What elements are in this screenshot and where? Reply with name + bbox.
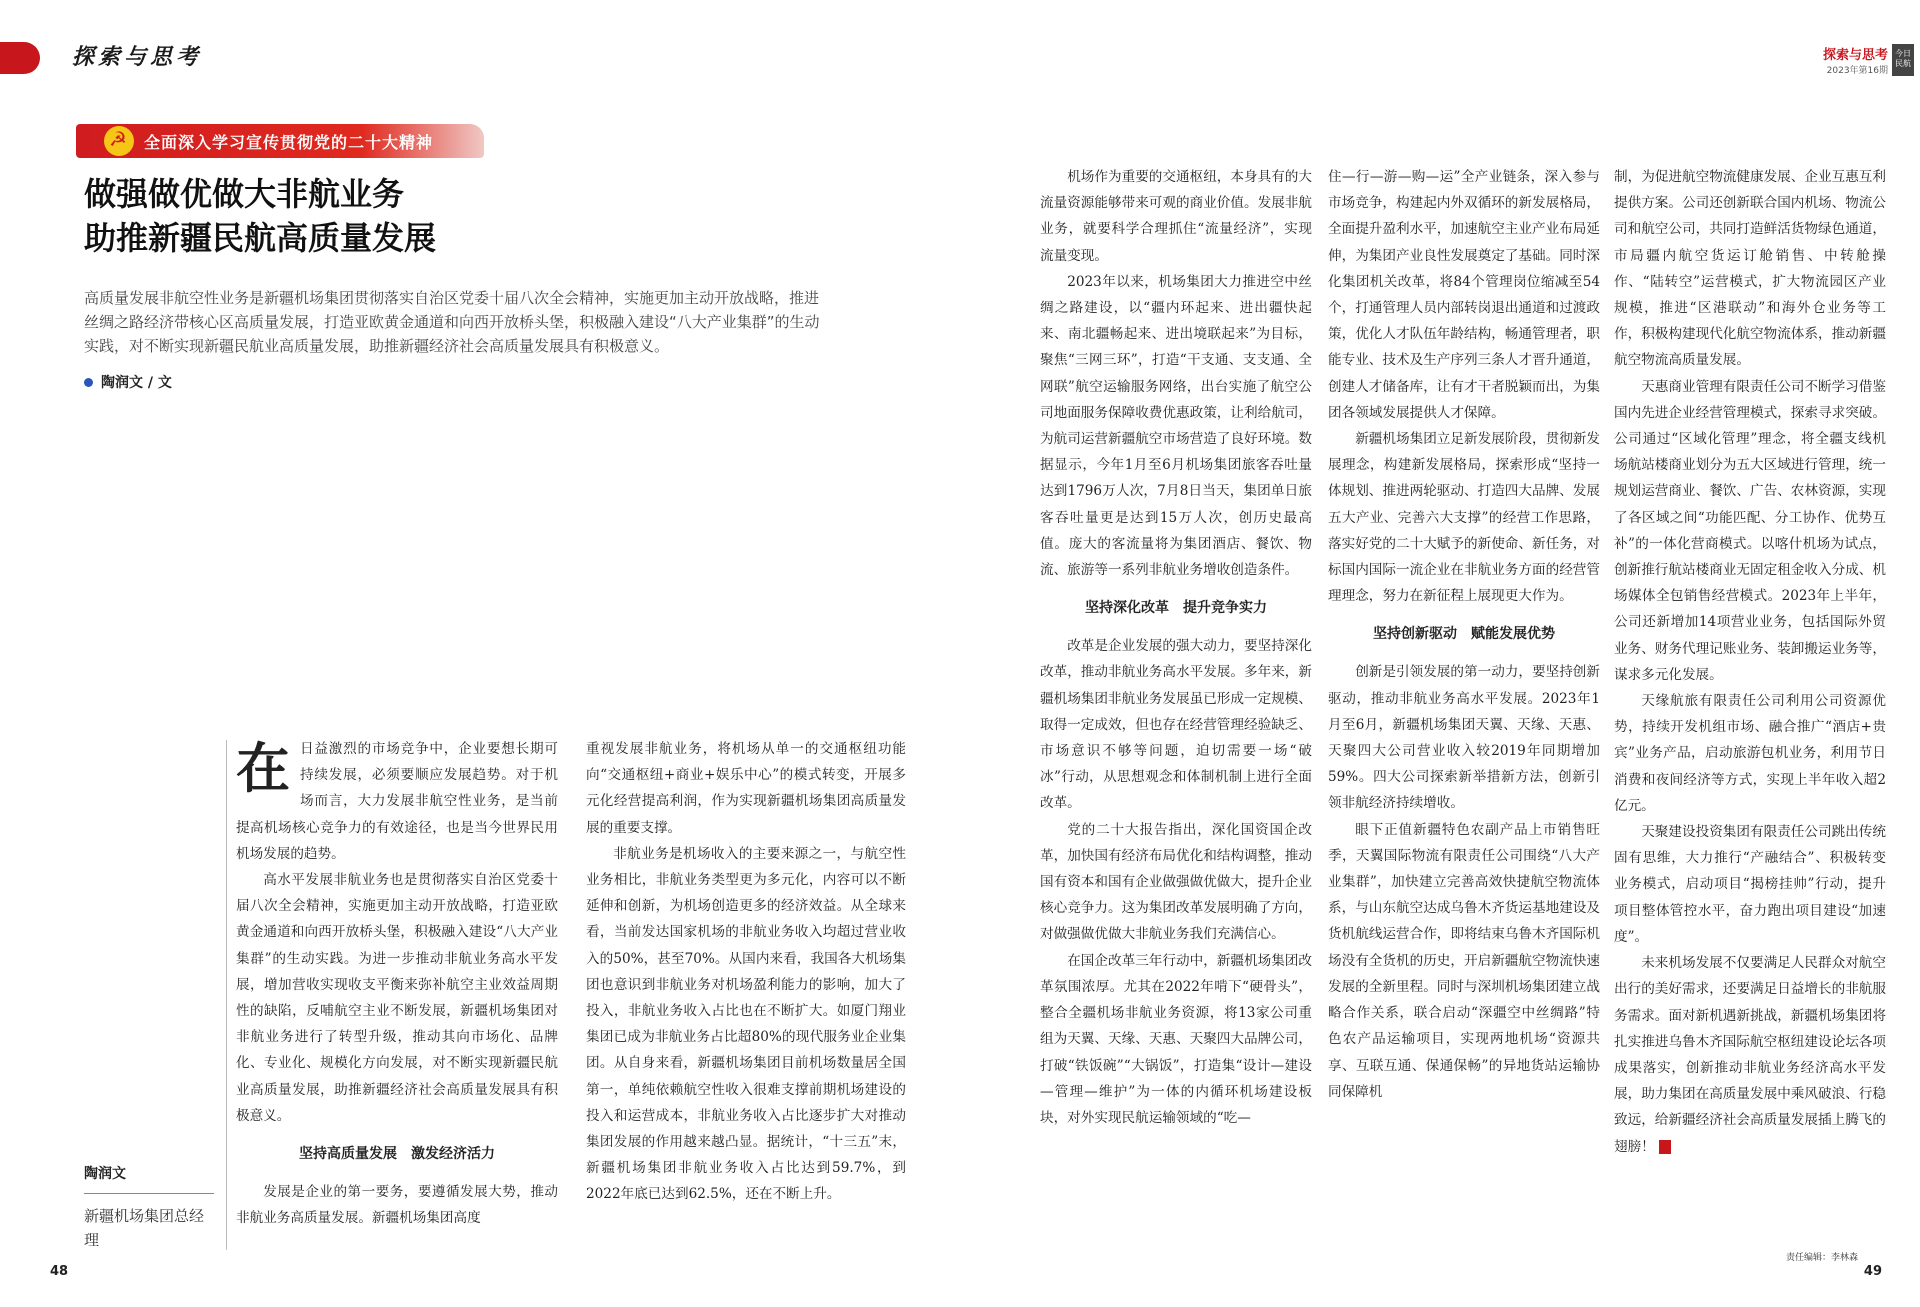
author-role: 新疆机场集团总经理 xyxy=(84,1207,205,1249)
paragraph: 眼下正值新疆特色农副产品上市销售旺季，天翼国际物流有限责任公司围绕“八大产业集群”，加快建立完善高效快捷航空物流体系，与山东航空达成乌鲁木齐货运基地建设及货机航线运营合作，即将结束乌鲁木齐国际机场没有全货机的历史，开启新疆航空物流快速发展的全新里程。同时与深圳机场集团建立战略合作关系，联合启动“深疆空中丝绸路”特色农产品运输项目，实现两地机场“资源共享、互联互通、保通保畅”的异地货站运输协同保障机 xyxy=(1328,821,1600,1100)
paragraph: 党的二十大报告指出，深化国资国企改革，加快国有经济布局优化和结构调整，推动国有资本和国有企业做强做优做大，提升企业核心竞争力。这为集团改革发展明确了方向，对做强做优做大非航业务我们充满信心。 xyxy=(1040,821,1312,943)
paragraph: 非航业务是机场收入的主要来源之一，与航空性业务相比，非航业务类型更为多元化，内容可以不断延伸和创新，为机场创造更多的经济效益。从全球来看，当前发达国家机场的非航业务收入均超过营业收入的50%，甚至70%。从国内来看，我国各大机场集团也意识到非航业务对机场盈利能力的影响，加大了投入，非航业务收入占比也在不断扩大。如厦门翔业集团已成为非航业务占比超80%的现代服务业企业集团。从自身来看，新疆机场集团目前机场数量居全国第一，单纯依赖航空性收入很难支撑前期机场建设的投入和运营成本，非航业务收入占比逐步扩大对推动集团发展的作用越来越凸显。据统计，“十三五”末，新疆机场集团非航业务收入占比达到59.7%，到2022年底已达到62.5%，还在不断上升。 xyxy=(586,845,906,1203)
paragraph: 发展是企业的第一要务，要遵循发展大势，推动非航业务高质量发展。新疆机场集团高度 xyxy=(236,1184,558,1227)
byline xyxy=(84,372,172,392)
paragraph: 在国企改革三年行动中，新疆机场集团改革氛围浓厚。尤其在2022年啃下“硬骨头”，整合全疆机场非航业务资源，将13家公司重组为天翼、天缘、天惠、天聚四大品牌公司，打破“铁饭碗”“大锅饭”，打造集“设计—建设—管理—维护”为一体的内循环机场建设板块，对外实现民航运输领域的“吃— xyxy=(1040,952,1312,1126)
paragraph: 住—行—游—购—运”全产业链条，深入参与市场竞争，构建起内外双循环的新发展格局，全面提升盈利水平，加速航空主业产业布局延伸，为集团产业良性发展奠定了基础。同时深化集团机关改革，将84个管理岗位缩减至54个，打通管理人员内部转岗退出通道和过渡政策，优化人才队伍年龄结构，畅通管理者，职能专业、技术及生产序列三条人才晋升通道，创建人才储备库，让有才干者脱颖而出，为集团各领域发展提供人才保障。 xyxy=(1328,169,1600,421)
page-number-left: 48 xyxy=(50,1264,69,1279)
paragraph: 新疆机场集团立足新发展阶段，贯彻新发展理念，构建新发展格局，探索形成“坚持一体规划、推进两轮驱动、打造四大品牌、发展五大产业、完善六大支撑”的经营工作思路，落实好党的二十大赋予的新使命、新任务，对标国内国际一流企业在非航业务方面的经营管理理念，努力在新征程上展现更大作为。 xyxy=(1328,431,1600,605)
article-column-5 xyxy=(1614,164,1886,1160)
author-name: 陶润文 xyxy=(84,1163,214,1194)
issue-number: 2023年第16期 xyxy=(1826,66,1888,76)
column-divider xyxy=(226,740,227,1250)
paragraph: 天惠商业管理有限责任公司不断学习借鉴国内先进企业经营管理模式，探索寻求突破。公司通过“区域化管理”理念，将全疆支线机场航站楼商业划分为五大区域进行管理，统一规划运营商业、餐饮、广告、农林资源，实现了各区域之间“功能匹配、分工协作、优势互补”的一体化营商模式。以喀什机场为试点，创新推行航站楼商业无固定租金收入分成、机场媒体全包销售经营模式。2023年上半年，公司还新增加14项营业业务，包括国际外贸业务、财务代理记账业务、装卸搬运业务等，谋求多元化发展。 xyxy=(1614,378,1886,683)
paragraph: 在日益激烈的市场竞争中，企业要想长期可持续发展，必须要顺应发展趋势。对于机场而言，大力发展非航空性业务，是当前提高机场核心竞争力的有效途径，也是当今世界民用机场发展的趋势。 xyxy=(236,736,558,862)
paragraph: 未来机场发展不仅要满足人民群众对航空出行的美好需求，还要满足日益增长的非航服务需求。面对新机遇新挑战，新疆机场集团将扎实推进乌鲁木齐国际航空枢纽建设论坛各项成果落实，创新推动非航业务经济高水平发展，助力集团在高质量发展中乘风破浪、行稳致远，给新疆经济社会高质量发展插上腾飞的翅膀！ xyxy=(1614,955,1886,1155)
end-mark-icon xyxy=(1659,1140,1671,1154)
article-title xyxy=(84,172,436,260)
section-title: 探索与思考 xyxy=(72,44,203,70)
article-column-2 xyxy=(586,736,906,1208)
responsible-editor: 责任编辑：李林森 xyxy=(1785,1253,1858,1263)
title-line-1: 做强做优做大非航业务 xyxy=(84,175,405,213)
byline-text: 陶润文 / 文 xyxy=(101,375,172,391)
running-header-title: 探索与思考 xyxy=(1822,48,1888,63)
page-number-right: 49 xyxy=(1863,1264,1882,1279)
article-column-4 xyxy=(1328,164,1600,1105)
subheading: 坚持创新驱动 赋能发展优势 xyxy=(1373,626,1555,643)
article-column-3 xyxy=(1040,164,1312,1131)
article-column-1 xyxy=(236,736,558,1231)
paragraph: 机场作为重要的交通枢纽，本身具有的大流量资源能够带来可观的商业价值。发展非航业务，就要科学合理抓住“流量经济”，实现流量变现。 xyxy=(1040,169,1312,264)
party-emblem-icon xyxy=(104,126,134,156)
paragraph: 高水平发展非航业务也是贯彻落实自治区党委十届八次全会精神，实施更加主动开放战略，打造亚欧黄金通道和向西开放桥头堡，积极融入建设“八大产业集群”的生动实践。为进一步推动非航业务高水平发展，增加营收实现收支平衡来弥补航空主业效益周期性的缺陷，反哺航空主业不断发展，新疆机场集团对非航业务进行了转型升级，推动其向市场化、品牌化、专业化、规模化方向发展，对不断实现新疆民航业高质量发展，助推新疆经济社会高质量发展具有积极意义。 xyxy=(236,872,558,1124)
paragraph: 2023年以来，机场集团大力推进空中丝绸之路建设，以“疆内环起来、进出疆快起来、南北疆畅起来、进出境联起来”为目标，聚焦“三网三环”，打造“干支通、支支通、全网联”航空运输服务网络，出台实施了航空公司地面服务保障收费优惠政策，让利给航司，为航司运营新疆航空市场营造了良好环境。数据显示，今年1月至6月机场集团旅客吞吐量达到1796万人次，7月8日当天，集团单日旅客吞吐量更是达到15万人次，创历史最高值。庞大的客流量将为集团酒店、餐饮、物流、旅游等一系列非航业务增收创造条件。 xyxy=(1040,273,1312,579)
title-line-2: 助推新疆民航高质量发展 xyxy=(84,219,437,257)
section-red-tab xyxy=(0,42,40,74)
author-box xyxy=(84,1163,214,1252)
article-lead: 高质量发展非航空性业务是新疆机场集团贯彻落实自治区党委十届八次全会精神，实施更加主动开放战略，推进丝绸之路经济带核心区高质量发展，打造亚欧黄金通道和向西开放桥头堡，积极融入建设“八大产业集群”的生动实践，对不断实现新疆民航业高质量发展，助推新疆经济社会高质量发展具有积极意义。 xyxy=(84,289,820,355)
drop-cap: 在 xyxy=(236,736,290,800)
magazine-tag: 今日民航 xyxy=(1892,44,1914,76)
subheading: 坚持深化改革 提升竞争实力 xyxy=(1085,600,1267,617)
paragraph: 重视发展非航业务，将机场从单一的交通枢纽功能向“交通枢纽+商业+娱乐中心”的模式转变，开展多元化经营提高利润，作为实现新疆机场集团高质量发展的重要支撑。 xyxy=(586,741,906,836)
byline-dot-icon xyxy=(84,378,93,387)
paragraph: 改革是企业发展的强大动力，要坚持深化改革，推动非航业务高水平发展。多年来，新疆机场集团非航业务发展虽已形成一定规模、取得一定成效，但也存在经营管理经验缺乏、市场意识不够等问题，迫切需要一场“破冰”行动，从思想观念和体制机制上进行全面改革。 xyxy=(1040,638,1312,812)
paragraph: 创新是引领发展的第一动力，要坚持创新驱动，推动非航业务高水平发展。2023年1月至6月，新疆机场集团天翼、天缘、天惠、天聚四大公司营业收入较2019年同期增加59%。四大公司探索新举措新方法，创新引领非航经济持续增收。 xyxy=(1328,664,1600,812)
subheading: 坚持高质量发展 激发经济活力 xyxy=(299,1146,495,1163)
running-header xyxy=(1823,44,1888,76)
theme-banner xyxy=(76,124,484,158)
paragraph: 天缘航旅有限责任公司利用公司资源优势，持续开发机组市场、融合推广“酒店+贵宾”业务产品，启动旅游包机业务，利用节日消费和夜间经济等方式，实现上半年收入超2亿元。 xyxy=(1614,693,1886,814)
paragraph: 天聚建设投资集团有限责任公司跳出传统固有思维，大力推行“产融结合”、积极转变业务模式，启动项目“揭榜挂帅”行动，提升项目整体管控水平，奋力跑出项目建设“加速度”。 xyxy=(1614,824,1886,945)
banner-text: 全面深入学习宣传贯彻党的二十大精神 xyxy=(144,132,434,152)
paragraph: 制，为促进航空物流健康发展、企业互惠互利提供方案。公司还创新联合国内机场、物流公司和航空公司，共同打造鲜活货物绿色通道，市局疆内航空货运订舱销售、中转舱操作、“陆转空”运营模式，扩大物流园区产业规模，推进“区港联动”和海外仓业务等工作，积极构建现代化航空物流体系，推动新疆航空物流高质量发展。 xyxy=(1614,169,1886,369)
